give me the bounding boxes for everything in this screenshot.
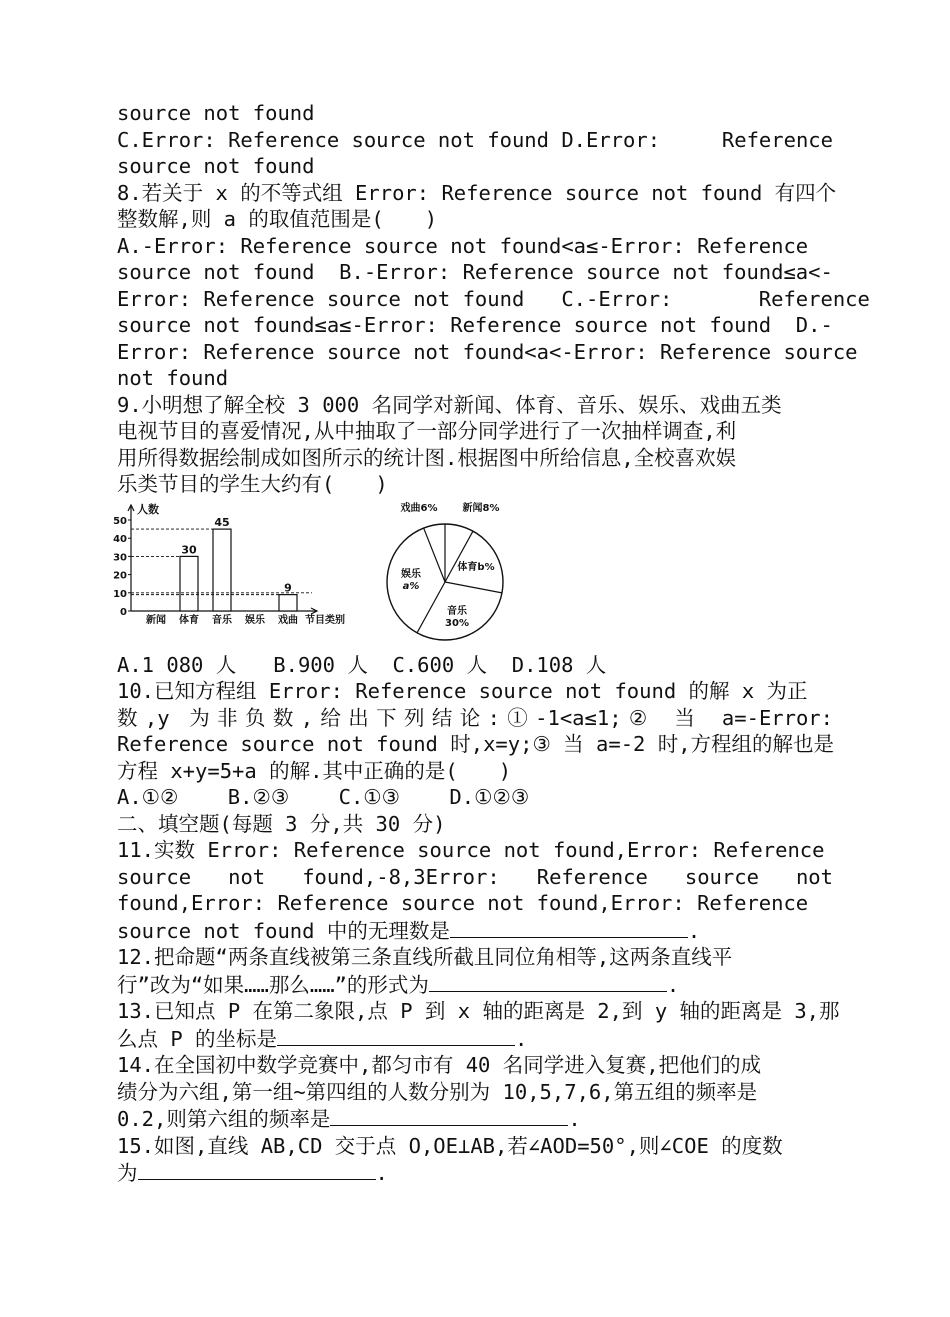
- question-8-line: 8.若关于 x 的不等式组 Error: Reference source not found 有四个: [117, 180, 837, 205]
- data-label: 9: [284, 581, 292, 595]
- bar: [279, 594, 297, 610]
- text-line: source not found: [117, 101, 315, 125]
- answer-blank[interactable]: [429, 971, 667, 992]
- pie-slice-value: a%: [402, 580, 420, 592]
- bar: [213, 529, 231, 611]
- pie-slice-label: 体育b%: [457, 561, 495, 573]
- text-span: 行”改为“如果……那么……”的形式为: [117, 972, 429, 997]
- x-tick-label: 音乐: [212, 614, 232, 626]
- pie-chart: [381, 502, 511, 644]
- question-11-line: [117, 917, 833, 945]
- question-9-options: A.1 080 人 B.900 人 C.600 人 D.108 人: [117, 652, 607, 677]
- x-tick-label: 戏曲: [278, 614, 298, 626]
- text-span: .: [375, 1161, 388, 1185]
- bar-chart: [113, 502, 367, 626]
- answer-blank[interactable]: [450, 917, 688, 938]
- data-label: 30: [181, 542, 197, 556]
- y-tick-label: 50: [113, 515, 127, 527]
- question-8-option: Error: Reference source not found<a<-Error: Reference source: [117, 339, 858, 364]
- question-15-line: [117, 1159, 833, 1187]
- bar: [180, 556, 198, 611]
- question-14-line: [117, 1105, 833, 1133]
- y-tick-label: 40: [113, 533, 127, 545]
- answer-blank[interactable]: [138, 1159, 376, 1180]
- question-13-line: 13.已知点 P 在第二象限,点 P 到 x 轴的距离是 2,到 y 轴的距离是 3,那: [117, 999, 840, 1023]
- question-12-line: [117, 971, 833, 999]
- answer-blank[interactable]: [330, 1105, 568, 1126]
- text-span: .: [666, 972, 680, 997]
- question-8-line: 整数解,则 a 的取值范围是( ): [117, 207, 438, 231]
- text-span: C.Error: Reference source not found D.Error:: [117, 127, 661, 152]
- question-11-line: 11.实数 Error: Reference source not found,Error: Reference: [117, 838, 825, 862]
- text-span: .: [515, 1026, 528, 1051]
- pie-slice-label: 音乐: [447, 605, 467, 617]
- question-14-line: 绩分为六组,第一组~第四组的人数分别为 10,5,7,6,第五组的频率是: [117, 1079, 758, 1104]
- text-line: source not found: [117, 154, 315, 178]
- text-span: 0.2,则第六组的频率是: [117, 1107, 331, 1131]
- question-9-line: 9.小明想了解全校 3 000 名同学对新闻、体育、音乐、娱乐、戏曲五类: [117, 392, 782, 417]
- x-tick-label: 新闻: [146, 614, 166, 626]
- x-axis-label: 节目类别: [305, 614, 345, 626]
- answer-blank[interactable]: [277, 1025, 515, 1046]
- question-10-line: 数,y 为非负数,给出下列结论:①-1<a≤1;② 当 a=-Error:: [117, 705, 833, 730]
- text-line: [117, 127, 833, 154]
- pie-slice-label: 娱乐: [401, 568, 421, 580]
- question-8-option: A.-Error: Reference source not found<a≤-Error: Reference: [117, 233, 809, 258]
- section-heading: 二、填空题(每题 3 分,共 30 分): [117, 811, 446, 836]
- text-span: .: [687, 918, 701, 943]
- question-9-line: 电视节目的喜爱情况,从中抽取了一部分同学进行了一次抽样调查,利: [117, 419, 737, 443]
- question-10-line: Reference source not found 时,x=y;③ 当 a=-2 时,方程组的解也是: [117, 732, 835, 756]
- x-tick-label: 体育: [179, 614, 199, 626]
- question-15-line: 15.如图,直线 AB,CD 交于点 O,OE⊥AB,若∠AOD=50°,则∠COE 的度数: [117, 1133, 783, 1158]
- y-tick-label: 20: [113, 570, 127, 582]
- text-span: Reference: [721, 127, 833, 152]
- question-8-option: source not found≤a≤-Error: Reference source not found D.-: [117, 313, 833, 337]
- pie-slice-label: 新闻8%: [462, 502, 500, 514]
- pie-slice-value: 30%: [445, 617, 469, 629]
- question-8-option: Error: Reference source not found C.-Error: Reference: [117, 286, 870, 311]
- question-10-line: 10.已知方程组 Error: Reference source not found 的解 x 为正: [117, 679, 808, 703]
- question-10-line: 方程 x+y=5+a 的解.其中正确的是( ): [117, 758, 512, 783]
- text-span: .: [568, 1107, 581, 1131]
- question-10-options: A.①② B.②③ C.①③ D.①②③: [117, 785, 530, 809]
- y-tick-label: 10: [113, 588, 127, 600]
- x-tick-label: 娱乐: [245, 614, 265, 626]
- data-label: 45: [214, 515, 230, 529]
- question-8-option: not found: [117, 366, 229, 390]
- question-8-option: source not found B.-Error: Reference source not found≤a<-: [117, 260, 833, 284]
- y-tick-label: 0: [120, 606, 127, 618]
- pie-slice-label: 戏曲6%: [400, 502, 438, 514]
- y-axis-label: 人数: [137, 502, 159, 516]
- question-14-line: 14.在全国初中数学竞赛中,都匀市有 40 名同学进入复赛,把他们的成: [117, 1053, 762, 1077]
- text-span: source not found 中的无理数是: [117, 918, 450, 943]
- text-span: 为: [117, 1161, 138, 1185]
- document-page: [113, 100, 870, 1187]
- question-9-line: 乐类节目的学生大约有( ): [117, 472, 388, 496]
- question-12-line: 12.把命题“两条直线被第三条直线所截且同位角相等,这两条直线平: [117, 945, 733, 969]
- y-tick-label: 30: [113, 551, 127, 563]
- question-11-line: source not found,-8,3Error: Reference source not: [117, 864, 833, 889]
- question-13-line: [117, 1025, 833, 1053]
- question-11-line: found,Error: Reference source not found,Error: Reference: [117, 891, 809, 915]
- question-9-line: 用所得数据绘制成如图所示的统计图.根据图中所给信息,全校喜欢娱: [117, 445, 737, 470]
- question-9-figures: [113, 502, 833, 652]
- text-span: 么点 P 的坐标是: [117, 1026, 278, 1051]
